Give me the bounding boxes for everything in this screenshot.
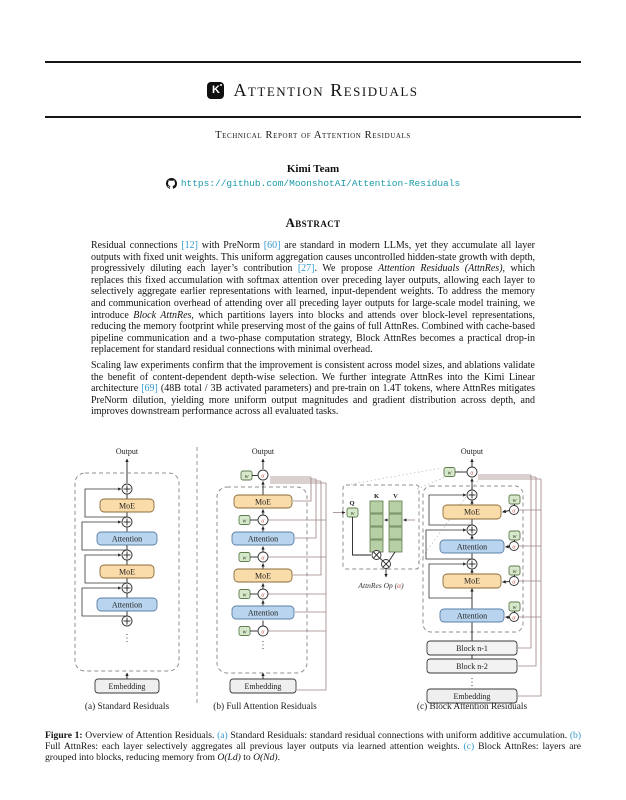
attnres-op-label: AttnRes Op (α) xyxy=(358,580,404,590)
multiply-node xyxy=(382,559,391,568)
svg-text:w: w xyxy=(244,473,249,480)
svg-text:w: w xyxy=(512,604,517,611)
paper-subtitle: Technical Report of Attention Residuals xyxy=(215,130,411,141)
abstract-heading: Abstract xyxy=(285,215,341,230)
svg-text:α: α xyxy=(261,473,265,480)
svg-text:α: α xyxy=(261,555,265,562)
svg-text:α: α xyxy=(512,508,516,515)
attention-label: Attention xyxy=(111,600,143,610)
ellipsis: ⋮ xyxy=(258,639,268,651)
q-to-mul-wire xyxy=(353,517,372,555)
embedding-label: Embedding xyxy=(453,691,491,701)
svg-text:w: w xyxy=(242,518,247,525)
moe-label: MoE xyxy=(255,571,271,581)
svg-text:α: α xyxy=(512,579,516,586)
embedding-label: Embedding xyxy=(108,681,146,691)
attnres-wire-bundle xyxy=(268,477,326,690)
output-label: Output xyxy=(115,446,139,456)
block-n1-label: Block n-1 xyxy=(456,643,488,653)
svg-text:w: w xyxy=(512,497,517,504)
v-label: V xyxy=(393,492,398,500)
k-column xyxy=(370,501,383,552)
title-bottom-rule xyxy=(45,116,581,118)
v-to-mul-wire xyxy=(389,552,395,561)
repo-row xyxy=(45,178,581,189)
figure-1-diagram xyxy=(45,443,581,715)
inset-connector xyxy=(347,468,441,485)
multiply-node xyxy=(372,550,381,559)
attnres-op-inset xyxy=(333,468,479,590)
svg-text:w: w xyxy=(242,629,247,636)
kimi-logo-letter: K xyxy=(211,84,220,96)
abstract-body xyxy=(91,240,535,418)
paper-page xyxy=(45,61,581,763)
moe-label: MoE xyxy=(255,497,271,507)
weight-label: w xyxy=(350,510,355,517)
block-n2-label: Block n-2 xyxy=(456,661,488,671)
panel-c-caption: (c) Block Attention Residuals xyxy=(416,701,528,712)
k-label: K xyxy=(373,492,380,500)
svg-text:w: w xyxy=(242,555,247,562)
figure-1-caption: Figure 1: Overview of Attention Residuals. (a) Standard Residuals: standard residual connections with uniform additive accumulation. (b) Full AttnRes: each layer selectively aggregates all previous layer outputs via learned attention weights. (c) Block AttnRes: layers are grouped into blocks, reducing memory from O(Ld) to O(Nd). xyxy=(45,729,582,763)
svg-text:α: α xyxy=(261,518,265,525)
github-icon xyxy=(166,178,177,189)
figure-1 xyxy=(45,443,581,720)
svg-text:w: w xyxy=(512,533,517,540)
moe-label: MoE xyxy=(464,576,480,586)
author-name: Kimi Team xyxy=(286,163,340,175)
attention-label: Attention xyxy=(456,542,488,552)
ellipsis: ⋮ xyxy=(467,676,477,688)
ellipsis: ⋮ xyxy=(122,632,132,644)
svg-text:w: w xyxy=(512,568,517,575)
svg-text:w: w xyxy=(242,592,247,599)
abstract-paragraph-1: Residual connections [12] with PreNorm [60] are standard in modern LLMs, yet they accumulate all layer outputs with fixed unit weights. This uniform aggregation causes uncontrolled hidden-state growth with depth, progressively diluting each layer’s contribution [27]. We propose Attention Residuals (AttnRes), which replaces this fixed accumulation with softmax attention over preceding layer outputs, allowing each layer to selectively aggregate earlier representations with learned, input-dependent weights. To address the memory and communication overhead of attending over all preceding layer outputs for large-scale model training, we introduce Block AttnRes, which partitions layers into blocks and attends over block-level representations, reducing the memory footprint while preserving most of the gains of full AttnRes. Combined with cache-based pipeline communication and a two-phase computation strategy, Block AttnRes becomes a practical drop-in replacement for standard residual connections with minimal overhead. xyxy=(91,240,535,356)
attention-label: Attention xyxy=(456,611,488,621)
title-row xyxy=(45,80,581,101)
v-column xyxy=(389,501,402,552)
svg-text:α: α xyxy=(261,592,265,599)
panel-b xyxy=(213,447,326,712)
svg-text:w: w xyxy=(447,470,452,477)
panel-c xyxy=(417,447,541,712)
panel-a xyxy=(75,447,179,712)
moe-label: MoE xyxy=(119,567,135,577)
output-label: Output xyxy=(460,446,484,456)
top-rule xyxy=(45,61,581,63)
moe-label: MoE xyxy=(464,507,480,517)
page-title: Attention Residuals xyxy=(233,80,419,100)
svg-text:α: α xyxy=(470,470,474,477)
weighted-alpha-nodes xyxy=(503,495,521,622)
q-label: Q xyxy=(349,499,355,507)
output-label: Output xyxy=(251,446,275,456)
attention-label: Attention xyxy=(247,608,279,618)
embedding-label: Embedding xyxy=(244,681,282,691)
svg-text:α: α xyxy=(512,544,516,551)
panel-a-caption: (a) Standard Residuals xyxy=(84,701,170,712)
abstract-paragraph-2: Scaling law experiments confirm that the improvement is consistent across model sizes, and ablations validate the benefit of content-dependent depth-wise selection. We further integrate AttnRes into the Kimi Linear architecture [69] (48B total / 3B activated parameters) and pre-train on 1.4T tokens, where AttnRes mitigates PreNorm dilution, yielding more uniform output magnitudes and gradient distribution across depth, and improves downstream performance across all evaluated tasks. xyxy=(91,359,536,418)
svg-text:α: α xyxy=(261,629,265,636)
svg-text:α: α xyxy=(512,615,516,622)
weighted-alpha-node xyxy=(444,467,477,477)
moe-label: MoE xyxy=(119,501,135,511)
repo-link[interactable]: https://github.com/MoonshotAI/Attention-Residuals xyxy=(180,178,461,189)
attention-label: Attention xyxy=(111,534,143,544)
attention-label: Attention xyxy=(247,534,279,544)
kimi-logo-icon xyxy=(207,82,224,99)
panel-b-caption: (b) Full Attention Residuals xyxy=(213,701,317,712)
